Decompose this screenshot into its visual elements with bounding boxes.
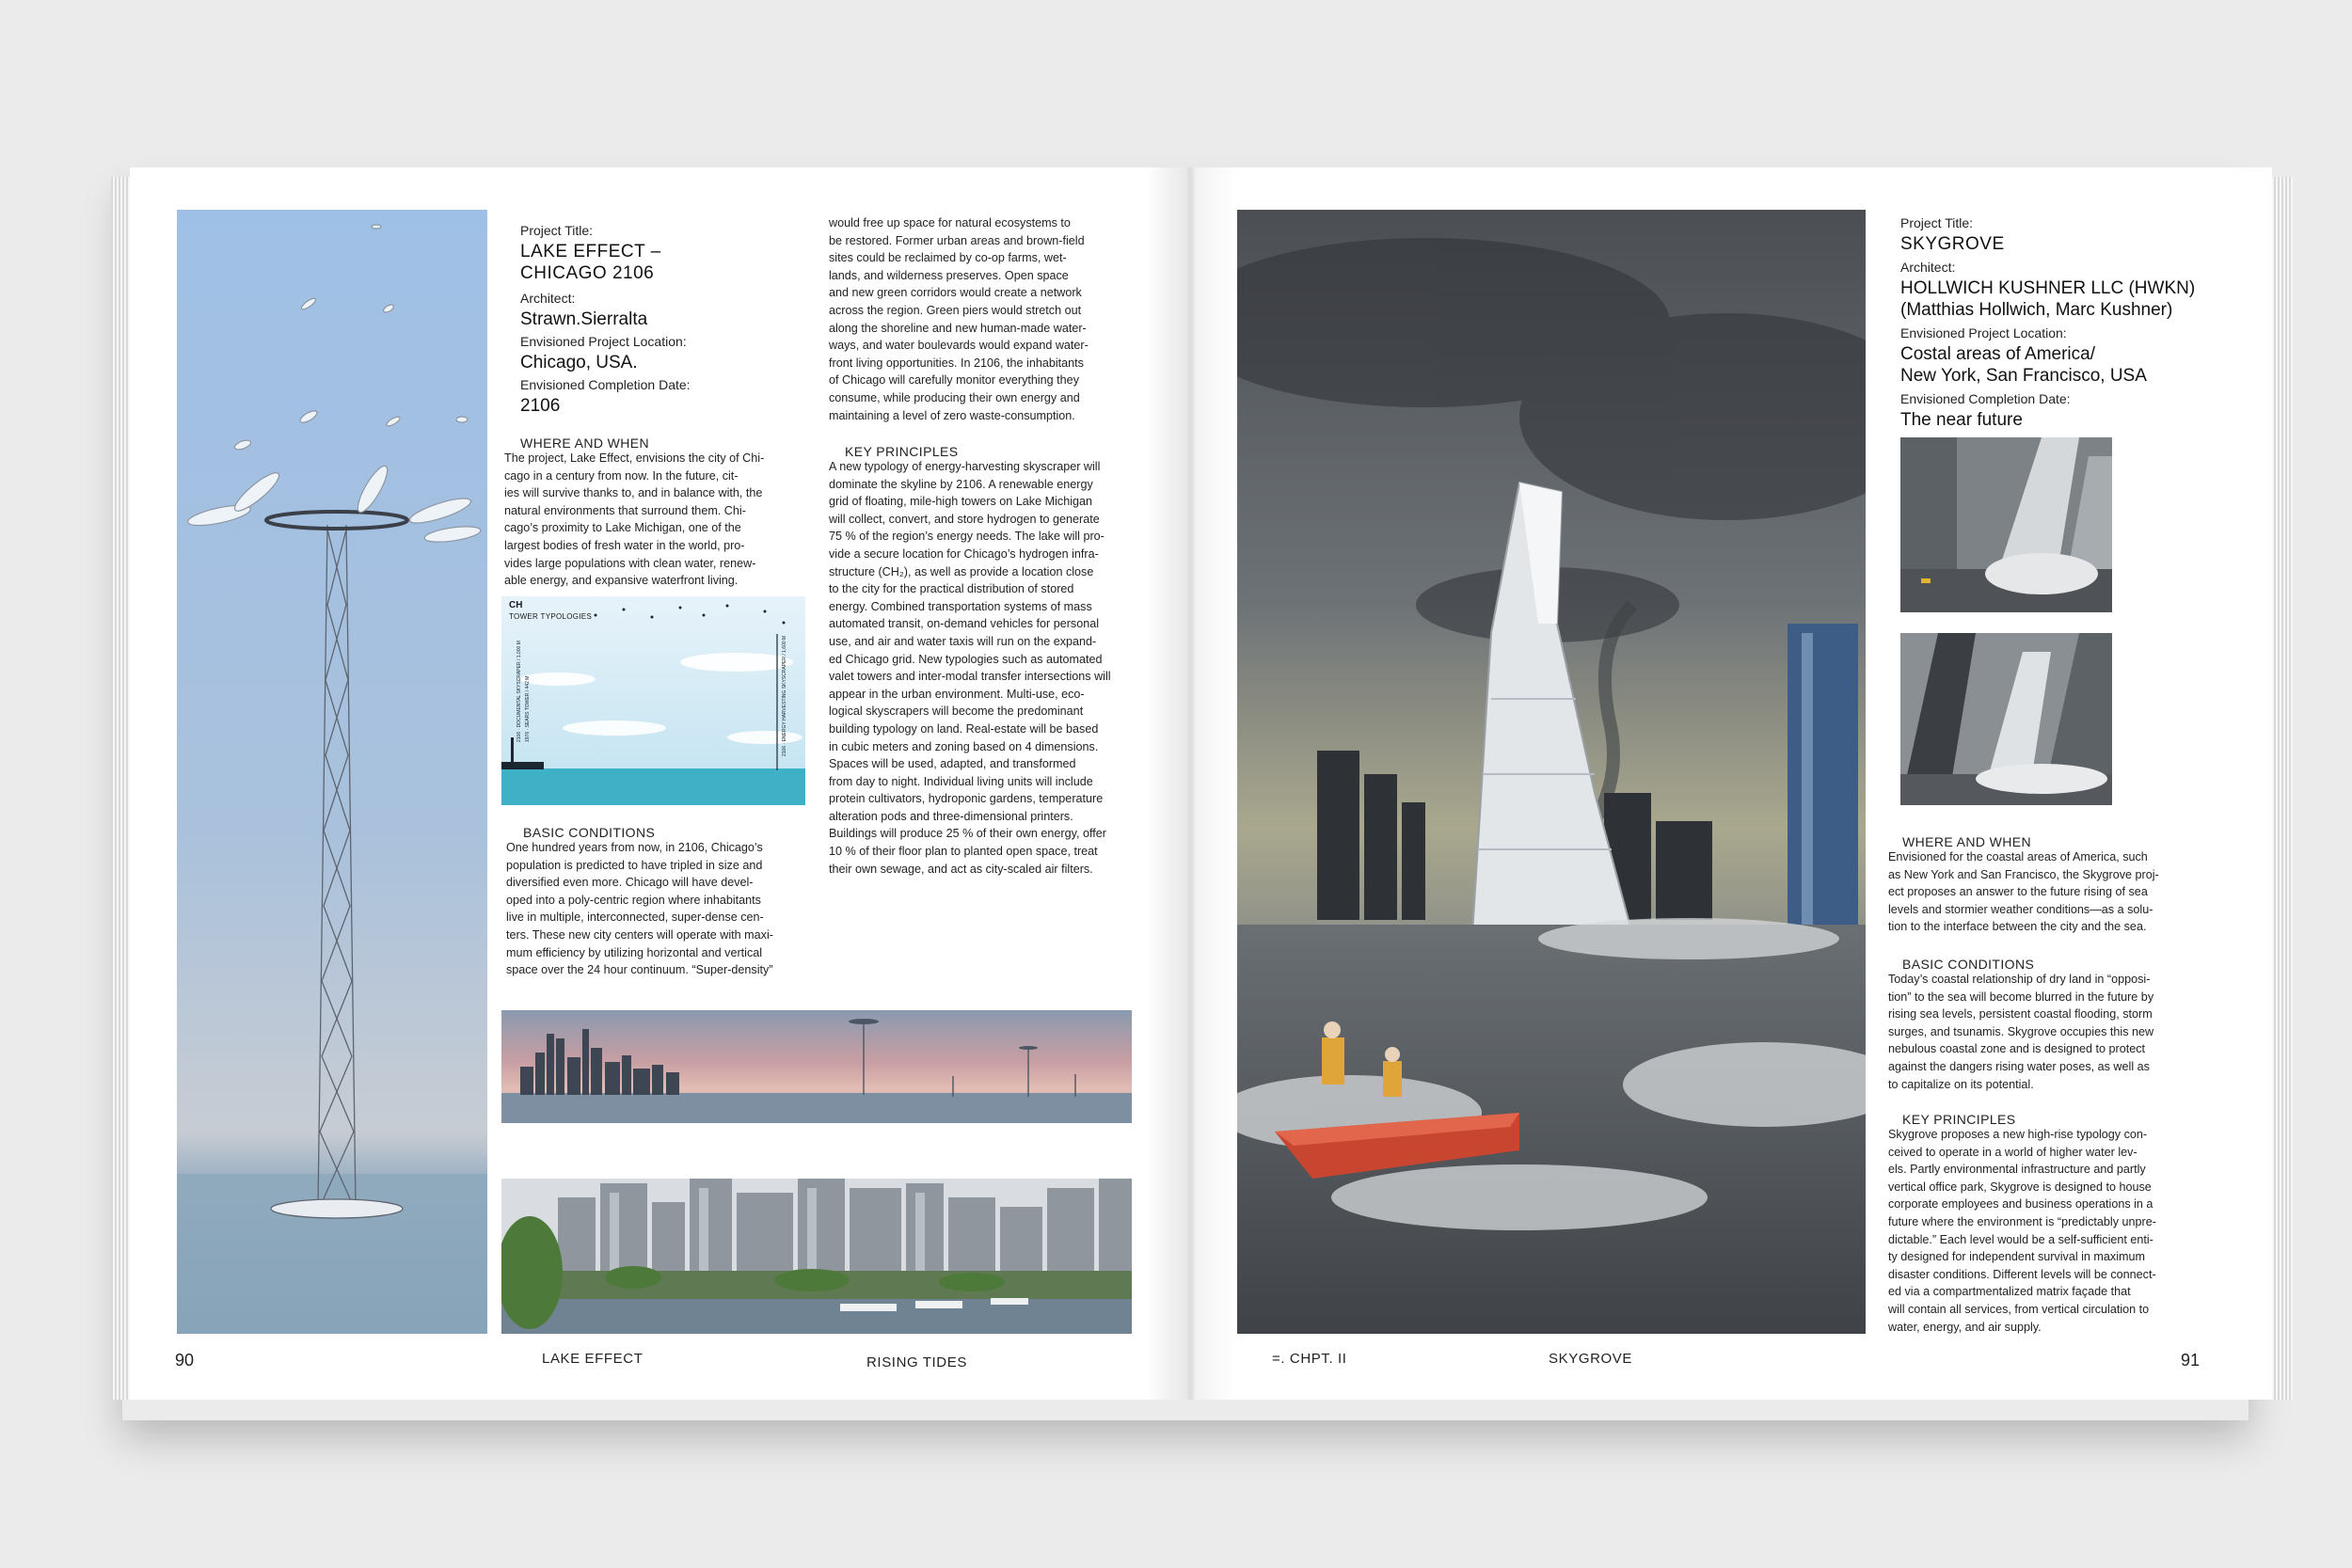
text-line: from day to night. Individual living units will include <box>829 774 1093 788</box>
text-line: mum efficiency by utilizing horizontal and vertical <box>506 945 763 959</box>
text-line: in cubic meters and zoning based on 4 dimensions. <box>829 739 1099 753</box>
date-value: The near future <box>1900 410 2023 430</box>
page-edges-right <box>2272 177 2293 1400</box>
text-line: dictable.” Each level would be a self-sufficient enti- <box>1888 1232 2153 1246</box>
text-line: to capitalize on its potential. <box>1888 1077 2034 1091</box>
text-line: natural environments that surround them. Chi- <box>504 503 746 517</box>
project-title-label: Project Title: <box>520 223 594 238</box>
project-title-line-1: LAKE EFFECT – <box>520 242 661 261</box>
text-line: lands, and wilderness preserves. Open space <box>829 268 1069 282</box>
basic-body <box>1888 971 2203 1093</box>
diagram-label-3: 2106 · ENERGY HARVESTING SKYSCRAPER / 1,600 M <box>782 635 787 756</box>
footer-chapter: =. CHPT. II <box>1272 1351 1347 1367</box>
text-line: valet towers and inter-modal transfer intersections will <box>829 670 1111 684</box>
text-line: vertical office park, Skygrove is designed to house <box>1888 1180 2152 1194</box>
diagram-label-2: 1976 · SEARS TOWER / 442 M <box>525 675 531 742</box>
page-edges-left <box>111 177 132 1400</box>
chicago-skyline-image <box>501 1010 1132 1123</box>
date-value: 2106 <box>520 396 561 416</box>
architect-line-1: HOLLWICH KUSHNER LLC (HWKN) <box>1900 278 2196 298</box>
text-line: future where the environment is “predictably unpre- <box>1888 1214 2156 1228</box>
chicago-riverfront-image <box>501 1179 1132 1334</box>
architect-label: Architect: <box>1900 260 1956 275</box>
date-label: Envisioned Completion Date: <box>1900 391 2071 406</box>
text-line: Envisioned for the coastal areas of America, such <box>1888 850 2148 863</box>
text-line: across the region. Green piers would stretch out <box>829 303 1082 317</box>
architect-label: Architect: <box>520 291 576 306</box>
text-line: corporate employees and business operations in a <box>1888 1197 2153 1212</box>
text-line: building typology on land. Real-estate will be based <box>829 721 1099 736</box>
lake-effect-tower-image <box>177 210 487 1334</box>
location-label: Envisioned Project Location: <box>1900 325 2067 341</box>
col2-body <box>829 214 1139 424</box>
text-line: diversified even more. Chicago will have devel- <box>506 876 754 890</box>
text-line: consume, while producing their own energy and <box>829 390 1080 404</box>
text-line: grid of floating, mile-high towers on Lake Michigan <box>829 495 1093 509</box>
key-heading: KEY PRINCIPLES <box>1902 1112 2016 1127</box>
text-line: largest bodies of fresh water in the world, pro- <box>504 538 745 552</box>
key-body <box>1888 1126 2203 1336</box>
text-line: A new typology of energy-harvesting skyscraper will <box>829 460 1101 473</box>
project-title: SKYGROVE <box>1900 234 2005 254</box>
location-label: Envisioned Project Location: <box>520 334 687 349</box>
text-line: use, and air and water taxis will run on the expand- <box>829 634 1097 648</box>
text-line: els. Partly environmental infrastructure and partly <box>1888 1163 2146 1177</box>
text-line: able energy, and expansive waterfront living. <box>504 574 739 588</box>
text-line: oped into a poly-centric region where inhabitants <box>506 893 761 907</box>
text-line: levels and stormier weather conditions—as a solu- <box>1888 902 2153 916</box>
text-line: ways, and water boulevards would expand water- <box>829 339 1089 353</box>
location-line-2: New York, San Francisco, USA <box>1900 366 2147 386</box>
text-line: cago in a century from now. In the future, cit- <box>504 468 739 483</box>
text-line: ters. These new city centers will operate with maxi- <box>506 927 773 942</box>
tower-typologies-diagram <box>501 596 805 805</box>
key-body <box>829 458 1144 878</box>
page-number-left: 90 <box>175 1351 195 1370</box>
text-line: and new green corridors would create a network <box>829 286 1082 300</box>
text-line: will collect, convert, and store hydrogen to generate <box>829 512 1100 526</box>
text-line: population is predicted to have tripled in size and <box>506 858 763 872</box>
text-line: will contain all services, from vertical circulation to <box>1888 1302 2150 1316</box>
text-line: cago’s proximity to Lake Michigan, one of the <box>504 521 741 535</box>
project-title-line-2: CHICAGO 2106 <box>520 263 655 283</box>
text-line: sites could be reclaimed by co-op farms, wet- <box>829 251 1067 265</box>
where-heading: WHERE AND WHEN <box>1902 834 2032 849</box>
text-line: their own sewage, and act as city-scaled air filters. <box>829 862 1093 876</box>
text-line: One hundred years from now, in 2106, Chicago’s <box>506 841 763 854</box>
diagram-title-1: CH <box>509 600 523 610</box>
text-line: Spaces will be used, adapted, and transformed <box>829 757 1076 771</box>
text-line: maintaining a level of zero waste-consumption. <box>829 408 1075 422</box>
skygrove-thumbnail-2 <box>1900 633 2112 805</box>
architect-line-2: (Matthias Hollwich, Marc Kushner) <box>1900 300 2173 320</box>
text-line: against the dangers rising water poses, as well as <box>1888 1059 2150 1073</box>
text-line: front living opportunities. In 2106, the inhabitants <box>829 356 1084 370</box>
text-line: disaster conditions. Different levels will be connect- <box>1888 1267 2156 1281</box>
text-line: logical skyscrapers will become the predominant <box>829 705 1084 719</box>
text-line: surges, and tsunamis. Skygrove occupies this new <box>1888 1024 2154 1038</box>
text-line: automated transit, on-demand vehicles for personal <box>829 617 1100 631</box>
text-line: rising sea levels, persistent coastal flooding, storm <box>1888 1007 2153 1022</box>
text-line: vides large populations with clean water, renew- <box>504 556 756 570</box>
diagram-label-1: 2106 · DOCUMENTAL SKYSCRAPER / 1,000 M <box>516 641 522 742</box>
location-value: Chicago, USA. <box>520 353 638 372</box>
text-line: protein cultivators, hydroponic gardens, temperature <box>829 792 1104 806</box>
text-line: appear in the urban environment. Multi-use, eco- <box>829 687 1085 701</box>
text-line: tion to the interface between the city and the sea. <box>1888 920 2147 934</box>
text-line: ect proposes an answer to the future rising of sea <box>1888 885 2148 899</box>
skygrove-storm-image <box>1237 210 1866 1334</box>
text-line: dominate the skyline by 2106. A renewable energy <box>829 477 1093 491</box>
text-line: alteration pods and three-dimensional printers. <box>829 809 1073 823</box>
text-line: ed Chicago grid. New typologies such as automated <box>829 652 1103 666</box>
text-line: nebulous coastal zone and is designed to protect <box>1888 1042 2146 1056</box>
footer-section: RISING TIDES <box>866 1354 967 1370</box>
book-spread <box>111 167 2251 1409</box>
skygrove-thumbnail-1 <box>1900 437 2112 612</box>
text-line: Buildings will produce 25 % of their own energy, offer <box>829 827 1106 841</box>
text-line: be restored. Former urban areas and brown-field <box>829 233 1085 247</box>
date-label: Envisioned Completion Date: <box>520 377 691 392</box>
left-page <box>130 167 1190 1400</box>
location-line-1: Costal areas of America/ <box>1900 344 2095 364</box>
text-line: water, energy, and air supply. <box>1888 1320 2042 1334</box>
text-line: Today’s coastal relationship of dry land in “opposi- <box>1888 973 2151 986</box>
right-page <box>1190 167 2272 1400</box>
page-number-right: 91 <box>2181 1351 2201 1370</box>
text-line: as New York and San Francisco, the Skygrove proj- <box>1888 867 2159 881</box>
architect-name: Strawn.Sierralta <box>520 309 648 329</box>
where-body <box>504 450 796 590</box>
text-line: 10 % of their floor plan to planted open space, treat <box>829 845 1098 859</box>
text-line: live in multiple, interconnected, super-dense cen- <box>506 911 764 925</box>
basic-body <box>506 839 803 979</box>
text-line: Skygrove proposes a new high-rise typology con- <box>1888 1128 2148 1141</box>
text-line: ies will survive thanks to, and in balance with, the <box>504 486 763 500</box>
text-line: vide a secure location for Chicago’s hydrogen infra- <box>829 546 1099 561</box>
where-body <box>1888 848 2203 936</box>
text-line: ceived to operate in a world of higher water lev- <box>1888 1145 2137 1159</box>
text-line: tion” to the sea will become blurred in the future by <box>1888 990 2154 1004</box>
text-line: ty designed for independent survival in maximum <box>1888 1250 2146 1264</box>
text-line: 75 % of the region’s energy needs. The lake will pro- <box>829 530 1104 544</box>
basic-heading: BASIC CONDITIONS <box>1902 957 2035 972</box>
text-line: to the city for the practical distribution of stored <box>829 582 1074 596</box>
text-line: The project, Lake Effect, envisions the city of Chi- <box>504 451 765 465</box>
where-heading: WHERE AND WHEN <box>520 436 650 451</box>
key-heading: KEY PRINCIPLES <box>845 444 959 459</box>
text-line: along the shoreline and new human-made water- <box>829 321 1087 335</box>
footer-project-right: SKYGROVE <box>1549 1351 1632 1367</box>
text-line: would free up space for natural ecosystems to <box>829 216 1071 230</box>
diagram-title-2: TOWER TYPOLOGIES <box>509 612 593 621</box>
text-line: ed via a compartmentalized matrix façade that <box>1888 1285 2131 1299</box>
text-line: of Chicago will carefully monitor everything they <box>829 373 1079 388</box>
footer-project-left: LAKE EFFECT <box>542 1351 644 1367</box>
text-line: structure (CH₂), as well as provide a location close <box>829 564 1094 578</box>
text-line: space over the 24 hour continuum. “Super-density” <box>506 963 773 977</box>
basic-heading: BASIC CONDITIONS <box>523 825 656 840</box>
text-line: energy. Combined transportation systems of mass <box>829 599 1092 613</box>
project-title-label: Project Title: <box>1900 215 1974 230</box>
